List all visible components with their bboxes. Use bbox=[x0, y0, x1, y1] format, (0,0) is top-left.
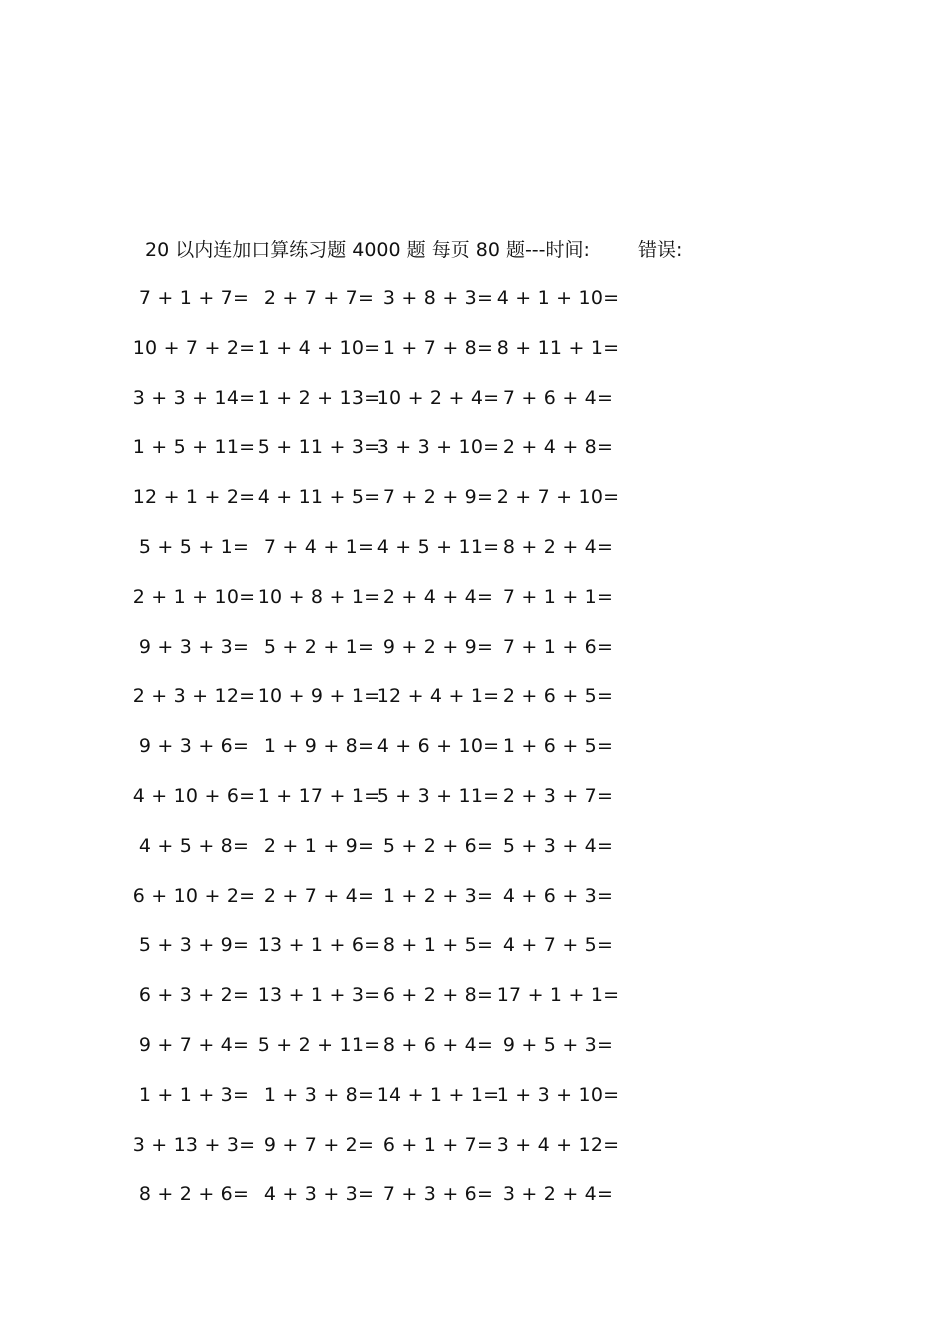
math-problem: 10 + 7 + 2= bbox=[132, 336, 256, 359]
problem-row bbox=[0, 882, 950, 910]
math-problem: 2 + 7 + 4= bbox=[263, 884, 375, 907]
math-problem: 4 + 6 + 3= bbox=[502, 884, 614, 907]
math-problem: 1 + 2 + 13= bbox=[257, 386, 381, 409]
problem-row bbox=[0, 682, 950, 710]
math-problem: 7 + 3 + 6= bbox=[382, 1183, 494, 1206]
math-problem: 3 + 8 + 3= bbox=[382, 287, 494, 309]
math-problem: 4 + 10 + 6= bbox=[132, 785, 256, 807]
math-problem: 5 + 2 + 6= bbox=[382, 834, 494, 857]
math-problem: 8 + 1 + 5= bbox=[382, 934, 494, 957]
math-problem: 10 + 9 + 1= bbox=[257, 685, 381, 708]
problem-row bbox=[0, 433, 950, 461]
problem-row bbox=[0, 1081, 950, 1109]
worksheet-header bbox=[145, 236, 683, 264]
math-problem: 10 + 2 + 4= bbox=[376, 386, 500, 409]
math-problem: 6 + 2 + 8= bbox=[382, 984, 494, 1007]
problem-row bbox=[0, 782, 950, 810]
math-problem: 8 + 11 + 1= bbox=[496, 336, 620, 359]
math-problem: 3 + 2 + 4= bbox=[502, 1183, 614, 1206]
math-problem: 3 + 13 + 3= bbox=[132, 1133, 256, 1156]
math-problem: 3 + 3 + 10= bbox=[376, 436, 500, 459]
math-problem: 12 + 1 + 2= bbox=[132, 486, 256, 509]
errors-label: 错误: bbox=[638, 239, 683, 261]
math-problem: 2 + 7 + 7= bbox=[263, 287, 375, 309]
page-title: 20 以内连加口算练习题 4000 题 每页 80 题---时间: bbox=[145, 239, 590, 261]
problem-row bbox=[0, 1180, 950, 1208]
math-problem: 4 + 7 + 5= bbox=[502, 934, 614, 957]
math-problem: 7 + 2 + 9= bbox=[382, 486, 494, 509]
math-problem: 1 + 2 + 3= bbox=[382, 884, 494, 907]
math-problem: 1 + 4 + 10= bbox=[257, 336, 381, 359]
math-problem: 7 + 1 + 6= bbox=[502, 635, 614, 658]
problem-row bbox=[0, 1131, 950, 1159]
math-problem: 5 + 3 + 4= bbox=[502, 834, 614, 857]
math-problem: 7 + 6 + 4= bbox=[502, 386, 614, 409]
problem-row bbox=[0, 931, 950, 959]
math-problem: 2 + 3 + 12= bbox=[132, 685, 256, 708]
math-problem: 10 + 8 + 1= bbox=[257, 585, 381, 608]
math-problem: 14 + 1 + 1= bbox=[376, 1083, 500, 1106]
math-problem: 5 + 11 + 3= bbox=[257, 436, 381, 459]
math-problem: 8 + 2 + 6= bbox=[138, 1183, 250, 1206]
math-problem: 5 + 3 + 9= bbox=[138, 934, 250, 957]
math-problem: 7 + 4 + 1= bbox=[263, 536, 375, 558]
math-problem: 9 + 3 + 6= bbox=[138, 735, 250, 758]
math-problem: 5 + 2 + 11= bbox=[257, 1034, 381, 1056]
math-problem: 1 + 3 + 8= bbox=[263, 1083, 375, 1106]
math-problem: 13 + 1 + 6= bbox=[257, 934, 381, 957]
math-problem: 5 + 3 + 11= bbox=[376, 785, 500, 807]
math-problem: 4 + 11 + 5= bbox=[257, 486, 381, 509]
problem-row bbox=[0, 583, 950, 611]
problem-row bbox=[0, 1031, 950, 1059]
math-problem: 9 + 7 + 4= bbox=[138, 1034, 250, 1056]
math-problem: 9 + 2 + 9= bbox=[382, 635, 494, 658]
problem-row bbox=[0, 633, 950, 661]
math-problem: 4 + 6 + 10= bbox=[376, 735, 500, 758]
math-problem: 17 + 1 + 1= bbox=[496, 984, 620, 1007]
math-problem: 2 + 1 + 10= bbox=[132, 585, 256, 608]
problem-row bbox=[0, 334, 950, 362]
math-problem: 3 + 3 + 14= bbox=[132, 386, 256, 409]
math-problem: 2 + 1 + 9= bbox=[263, 834, 375, 857]
math-problem: 9 + 5 + 3= bbox=[502, 1034, 614, 1056]
math-problem: 4 + 5 + 11= bbox=[376, 536, 500, 558]
math-problem: 2 + 7 + 10= bbox=[496, 486, 620, 509]
math-problem: 2 + 4 + 8= bbox=[502, 436, 614, 459]
math-problem: 4 + 3 + 3= bbox=[263, 1183, 375, 1206]
math-problem: 1 + 5 + 11= bbox=[132, 436, 256, 459]
math-problem: 1 + 6 + 5= bbox=[502, 735, 614, 758]
math-problem: 1 + 1 + 3= bbox=[138, 1083, 250, 1106]
math-problem: 4 + 1 + 10= bbox=[496, 287, 620, 309]
math-problem: 1 + 9 + 8= bbox=[263, 735, 375, 758]
problem-row bbox=[0, 384, 950, 412]
math-problem: 9 + 7 + 2= bbox=[263, 1133, 375, 1156]
math-problem: 12 + 4 + 1= bbox=[376, 685, 500, 708]
math-problem: 7 + 1 + 7= bbox=[138, 287, 250, 309]
math-problem: 8 + 6 + 4= bbox=[382, 1034, 494, 1056]
math-problem: 7 + 1 + 1= bbox=[502, 585, 614, 608]
problem-row bbox=[0, 832, 950, 860]
math-problem: 4 + 5 + 8= bbox=[138, 834, 250, 857]
math-problem: 5 + 2 + 1= bbox=[263, 635, 375, 658]
math-problem: 6 + 3 + 2= bbox=[138, 984, 250, 1007]
math-problem: 5 + 5 + 1= bbox=[138, 536, 250, 558]
math-problem: 13 + 1 + 3= bbox=[257, 984, 381, 1007]
problem-row bbox=[0, 284, 950, 312]
problem-row bbox=[0, 483, 950, 511]
math-problem: 3 + 4 + 12= bbox=[496, 1133, 620, 1156]
math-problem: 1 + 17 + 1= bbox=[257, 785, 381, 807]
math-problem: 6 + 10 + 2= bbox=[132, 884, 256, 907]
math-problem: 6 + 1 + 7= bbox=[382, 1133, 494, 1156]
math-problem: 9 + 3 + 3= bbox=[138, 635, 250, 658]
math-problem: 2 + 6 + 5= bbox=[502, 685, 614, 708]
math-problem: 8 + 2 + 4= bbox=[502, 536, 614, 558]
problem-row bbox=[0, 981, 950, 1009]
math-problem: 1 + 3 + 10= bbox=[496, 1083, 620, 1106]
math-problem: 2 + 3 + 7= bbox=[502, 785, 614, 807]
problem-row bbox=[0, 732, 950, 760]
math-problem: 2 + 4 + 4= bbox=[382, 585, 494, 608]
math-problem: 1 + 7 + 8= bbox=[382, 336, 494, 359]
problem-row bbox=[0, 533, 950, 561]
